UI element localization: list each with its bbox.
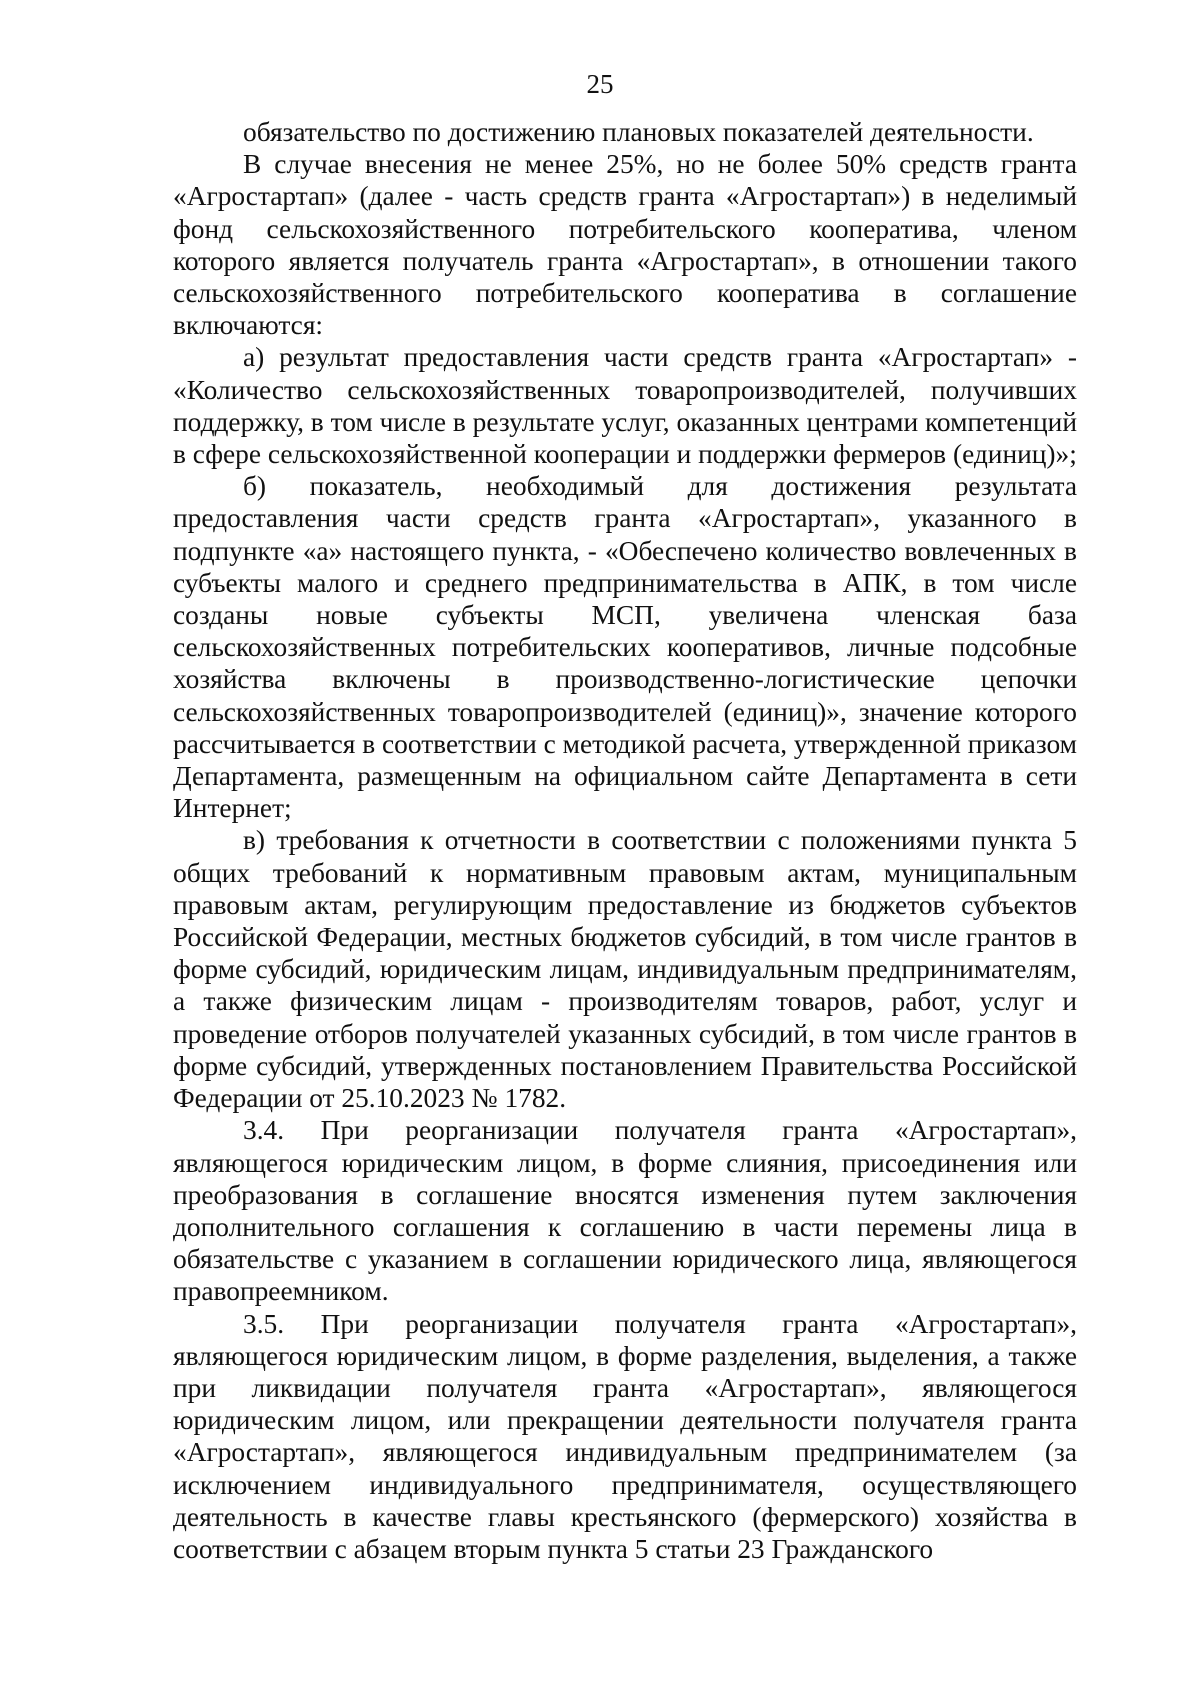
document-body xyxy=(173,116,1077,1565)
paragraph-contribution-case: В случае внесения не менее 25%, но не более 50% средств гранта «Агростартап» (далее - часть средств гранта «Агростартап») в неделимый фонд сельскохозяйственного потребительского кооператива, членом которого является получатель гранта «Агростартап», в отношении такого сельскохозяйственного потребительского кооператива в соглашение включаются: xyxy=(173,149,1077,341)
paragraph-item-a: а) результат предоставления части средств гранта «Агростартап» - «Количество сельскохозяйственных товаропроизводителей, получивших поддержку, в том числе в результате услуг, оказанных центрами компетенций в сфере сельскохозяйственной кооперации и поддержки фермеров (единиц)»; xyxy=(173,342,1077,470)
paragraph-item-v: в) требования к отчетности в соответствии с положениями пункта 5 общих требований к нормативным правовым актам, муниципальным правовым актам, регулирующим предоставление из бюджетов субъектов Российской Федерации, местных бюджетов субсидий, в том числе грантов в форме субсидий, юридическим лицам, индивидуальным предпринимателям, а также физическим лицам - производителям товаров, работ, услуг и проведение отборов получателей указанных субсидий, в том числе грантов в форме субсидий, утвержденных постановлением Правительства Российской Федерации от 25.10.2023 № 1782. xyxy=(173,825,1077,1114)
paragraph-section-3-5: 3.5. При реорганизации получателя гранта «Агростартап», являющегося юридическим лицом, в форме разделения, выделения, а также при ликвидации получателя гранта «Агростартап», являющегося юридическим лицом, или прекращении деятельности получателя гранта «Агростартап», являющегося индивидуальным предпринимателем (за исключением индивидуального предпринимателя, осуществляющего деятельность в качестве главы крестьянского (фермерского) хозяйства в соответствии с абзацем вторым пункта 5 статьи 23 Гражданского xyxy=(173,1308,1077,1564)
paragraph-obligation-end: обязательство по достижению плановых показателей деятельности. xyxy=(243,117,1034,147)
paragraph-section-3-4: 3.4. При реорганизации получателя гранта «Агростартап», являющегося юридическим лицом, в форме слияния, присоединения или преобразования в соглашение вносятся изменения путем заключения дополнительного соглашения к соглашению в части перемены лица в обязательстве с указанием в соглашении юридического лица, являющегося правопреемником. xyxy=(173,1115,1077,1307)
page-number: 25 xyxy=(586,69,614,99)
paragraph-item-b: б) показатель, необходимый для достижения результата предоставления части средств гранта «Агростартап», указанного в подпункте «а» настоящего пункта, - «Обеспечено количество вовлеченных в субъекты малого и среднего предпринимательства в АПК, в том числе созданы новые субъекты МСП, увеличена членская база сельскохозяйственных потребительских кооперативов, личные подсобные хозяйства включены в производственно-логистические цепочки сельскохозяйственных товаропроизводителей (единиц)», значение которого рассчитывается в соответствии с методикой расчета, утвержденной приказом Департамента, размещенным на официальном сайте Департамента в сети Интернет; xyxy=(173,471,1077,824)
